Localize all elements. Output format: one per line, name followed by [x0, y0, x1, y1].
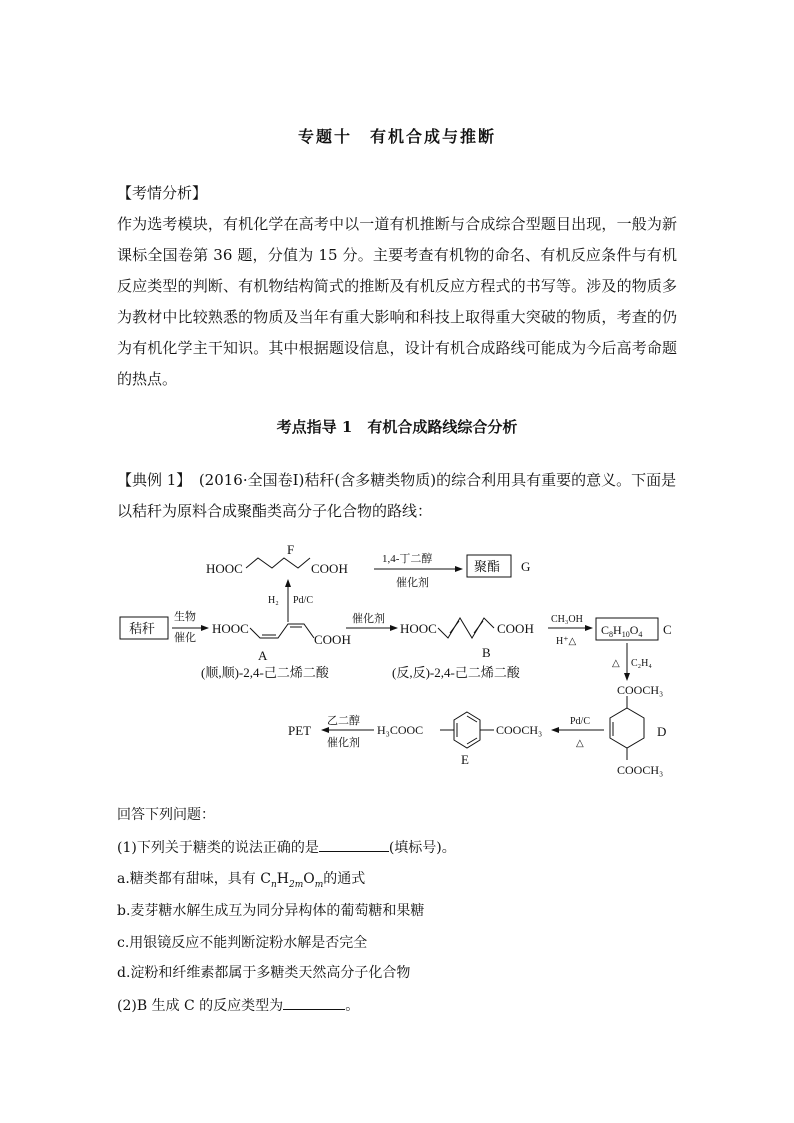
chain-f	[246, 558, 310, 568]
cooch3-d-bottom: COOCH₃	[617, 763, 664, 777]
question-1-suffix: (填标号)。	[388, 840, 456, 856]
example-text: (2016·全国卷Ⅰ)秸秆(含多糖类物质)的综合利用具有重要的意义。下面是以秸秆为原料合成聚酯类高分子化合物的路线：	[117, 471, 677, 520]
question-2	[117, 995, 677, 1016]
option-d: d.淀粉和纤维素都属于多糖类天然高分子化合物	[117, 965, 411, 981]
answer-blank-1	[319, 837, 389, 852]
label-f: F	[287, 542, 295, 557]
section-subheading: 考点指导 1 有机合成路线综合分析	[276, 418, 518, 436]
analysis-body: 作为选考模块，有机化学在高考中以一道有机推断与合成综合型题目出现，一般为新课标全国卷第 36 题，分值为 15 分。主要考查有机物的命名、有机反应条件与有机反应类型的判断、有机物结构简式的推断及有机反应方程式的书写等。涉及的物质多为教材中比较熟悉的物质及当年有重大影响和科技上取得重大突破的物质，考查的仍为有机化学主干知识。其中根据题设信息，设计有机合成路线可能成为今后高考命题的热点。	[117, 215, 677, 388]
option-b: b.麦芽糖水解生成互为同分异构体的葡萄糖和果糖	[117, 903, 425, 919]
label-a: A	[258, 648, 268, 663]
straw-label: 秸秆	[129, 621, 156, 636]
chain-a	[250, 624, 314, 638]
h3cooc-e: H₃COOC	[377, 723, 424, 737]
page-title: 专题十 有机合成与推断	[297, 127, 496, 146]
option-a-prefix: a.糖类都有甜味，具有	[117, 871, 261, 887]
reagent-ethylene: C₂H₄	[631, 658, 652, 669]
question-1-prefix: (1)下列关于糖类的说法正确的是	[117, 840, 319, 856]
label-c: C	[663, 622, 672, 637]
answer-blank-2	[283, 995, 345, 1010]
double-bond-b2	[474, 621, 483, 633]
option-a	[117, 869, 677, 895]
questions-intro: 回答下列问题：	[117, 807, 215, 823]
reagent-h-heat: H⁺△	[556, 636, 577, 647]
question-2-prefix: (2)B 生成 C 的反应类型为	[117, 998, 284, 1014]
question-2-suffix: 。	[345, 998, 360, 1014]
name-b: (反,反)-2,4-己二烯二酸	[392, 665, 520, 680]
bio-bottom: 催化	[174, 632, 196, 644]
reagent-pdc-top: Pd/C	[293, 595, 314, 606]
label-e: E	[461, 752, 469, 767]
reagent-glycol: 乙二醇	[327, 715, 360, 727]
bio-top: 生物	[174, 611, 196, 623]
cooh-b: COOH	[497, 621, 534, 636]
cooch3-d-top: COOCH₃	[617, 683, 664, 697]
question-1	[117, 837, 677, 858]
reagent-butanediol: 1,4-丁二醇	[382, 553, 433, 565]
label-b: B	[482, 645, 491, 660]
pet-label: PET	[288, 723, 312, 738]
formula-c: $C_8H_{10}O_4$	[601, 623, 643, 639]
label-d: D	[657, 724, 667, 739]
reagent-h2: H₂	[268, 595, 279, 606]
hooc-b: HOOC	[400, 621, 437, 636]
double-bond-b1	[450, 621, 459, 633]
catalyst-e-pet: 催化剂	[327, 737, 360, 749]
analysis-heading: 【考情分析】	[117, 184, 208, 202]
ring-d	[610, 708, 644, 748]
name-a: (顺,顺)-2,4-己二烯二酸	[201, 665, 329, 680]
hooc-f: HOOC	[206, 561, 243, 576]
polyester-label: 聚酯	[474, 559, 501, 574]
cooh-f: COOH	[311, 561, 348, 576]
reagent-heat-de: △	[576, 738, 584, 749]
option-c: c.用银镜反应不能判断淀粉水解是否完全	[117, 935, 368, 951]
option-a-suffix: 的通式	[323, 871, 366, 887]
ring-e	[454, 712, 480, 748]
cooch3-e: COOCH₃	[496, 723, 543, 737]
hooc-a: HOOC	[212, 621, 249, 636]
synthesis-scheme	[112, 540, 692, 790]
reagent-pdc-de: Pd/C	[570, 716, 591, 727]
chain-b	[438, 618, 494, 638]
catalyst-a-b: 催化剂	[352, 613, 385, 625]
example-label: 【典例 1】	[117, 471, 184, 489]
cooh-a: COOH	[314, 632, 351, 647]
reagent-meoh: CH₃OH	[551, 614, 583, 625]
option-a-formula: $C_nH_{2m}O_m$	[260, 871, 324, 890]
label-g: G	[521, 559, 531, 574]
reagent-heat-cd: △	[612, 658, 620, 669]
catalyst-f-g: 催化剂	[396, 577, 429, 589]
example-paragraph	[117, 465, 677, 527]
